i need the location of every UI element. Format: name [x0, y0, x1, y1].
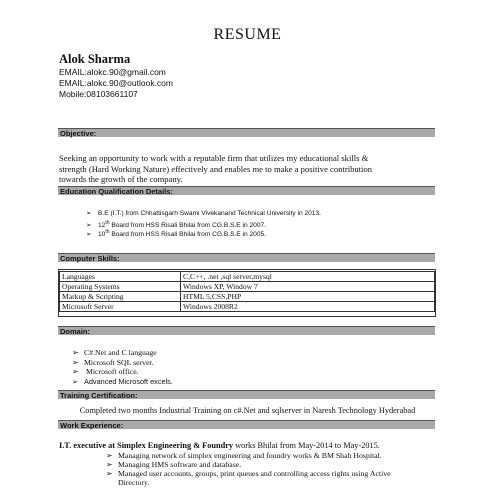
objective-line-2: strength (Hard Working Nature) effectively and enables me to make a positive contribution: [59, 163, 373, 174]
work-role-line: I.T. executive at Simplex Engineering & Foundry works Bhilai from May-2014 to May-2015.: [59, 441, 380, 450]
arrow-bullet-icon: ➢: [86, 231, 92, 239]
arrow-bullet-icon: ➢: [106, 460, 113, 469]
list-item: ➢ Managed user accounts, groups, print queues and controlling access rights using Active: [106, 469, 391, 478]
table-row: Languages C,C++, .net ,sql server,mysql: [60, 272, 435, 282]
list-item: ➢ Advanced Microsoft excels.: [72, 376, 173, 386]
section-training: Training Certification:: [58, 390, 435, 399]
list-item-continuation: Directory.: [118, 478, 150, 487]
list-item: ➢ B.E (I.T.) from Chhattisgarh Swami Vivekanand Technical University in 2013.: [86, 210, 321, 217]
skills-table: [59, 271, 435, 312]
arrow-bullet-icon: ➢: [106, 451, 113, 460]
table-row: Operating Systems Windows XP, Window 7: [60, 282, 435, 292]
arrow-bullet-icon: ➢: [72, 376, 79, 386]
page-title: RESUME: [213, 26, 282, 43]
arrow-bullet-icon: ➢: [106, 469, 113, 478]
arrow-bullet-icon: ➢: [72, 367, 79, 376]
section-work-experience: Work Experience:: [58, 420, 435, 429]
list-item: ➢ 10th Board from HSS Risali Bhilai from CG.B.S.E in 2005.: [86, 229, 266, 239]
list-item: ➢ 12th Board from HSS Risali Bhilai from CG.B.S.E in 2007.: [86, 220, 266, 230]
section-computer-skills: Computer Skills:: [58, 253, 435, 262]
section-objective: Objective:: [58, 128, 435, 137]
contact-mobile: Mobile:08103661107: [59, 89, 138, 99]
objective-line-3: towards the growth of the company.: [59, 174, 183, 184]
arrow-bullet-icon: ➢: [72, 348, 79, 357]
list-item: ➢ C#.Net and C language: [72, 348, 157, 357]
table-row: Markup & Scripting HTML 5,CSS,PHP: [60, 292, 435, 302]
candidate-name: Alok Sharma: [59, 52, 131, 66]
arrow-bullet-icon: ➢: [86, 222, 92, 230]
section-domain: Domain:: [58, 326, 435, 335]
list-item: ➢ Microsoft SQL server.: [72, 357, 154, 367]
list-item: ➢ Managing network of simplex engineering and foundry works & BM Shah Hospital.: [106, 451, 382, 460]
objective-line-1: Seeking an opportunity to work with a reputable firm that utilizes my educational skills &: [59, 153, 369, 163]
table-row: Microsoft Server Windows 2008R2: [60, 302, 435, 312]
list-item: ➢ Microsoft office.: [72, 367, 139, 376]
section-education: Education Qualification Details:: [58, 186, 435, 195]
contact-email-1: EMAIL:alokc.90@gmail.com: [59, 67, 166, 77]
contact-email-2: EMAIL:alokc.90@outlook.com: [59, 78, 173, 88]
list-item: ➢ Managing HMS software and database.: [106, 460, 242, 469]
training-text: Completed two months Industrial Training on c#.Net and sqlserver in Naresh Technology Hyderabad: [79, 406, 416, 415]
arrow-bullet-icon: ➢: [86, 210, 92, 217]
arrow-bullet-icon: ➢: [72, 357, 79, 367]
